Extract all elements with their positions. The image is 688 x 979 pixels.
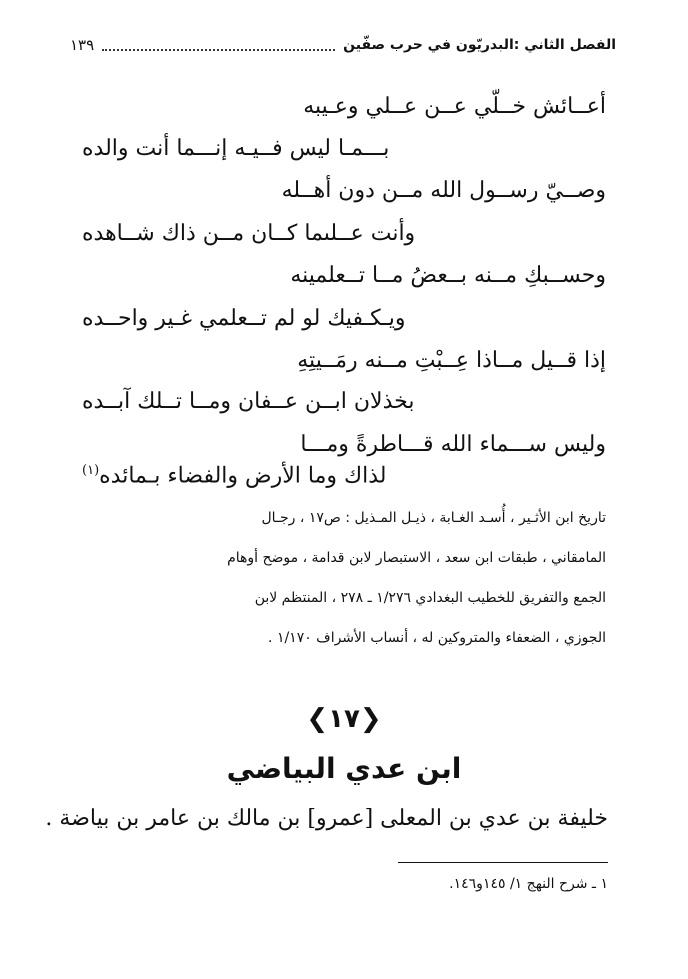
entry-lineage: خليفة بن عدي بن المعلى [عمرو] بن مالك بن عامر بن بياضة . — [45, 806, 608, 831]
ornament-right-icon: ❯ — [359, 704, 382, 734]
verse-line-7: إذا قــيل مــاذا عِــبْتِ مــنه رمَــيتِهِ — [297, 348, 606, 373]
ornament-left-icon: ❮ — [306, 704, 329, 734]
footnote-divider — [398, 862, 608, 863]
verse-line-5: وحســبكِ مــنه بــعضُ مــا تــعلمينه — [290, 263, 606, 288]
citation-line-2: المامقاني ، طبقات ابن سعد ، الاستبصار لابن قدامة ، موضح أوهام — [227, 550, 606, 566]
entry-number-text: ١٧ — [328, 704, 360, 734]
entry-heading: ابن عدي البياضي — [226, 752, 462, 785]
running-header — [70, 30, 616, 60]
footnote-marker: (١) — [82, 463, 100, 478]
verse-line-2: بـــمـا ليس فــيـه إنـــما أنت والده — [82, 136, 390, 161]
citation-block — [80, 498, 606, 658]
verse-line-3: وصــيّ رســول الله مــن دون أهــله — [281, 178, 606, 203]
page-number: ١٣٩ — [70, 36, 95, 54]
header-dot-leader — [102, 39, 335, 51]
verse-line-9: وليس ســـماء الله قـــاطرةً ومـــا — [300, 432, 606, 457]
verse-line-4: وأنت عــلىما كــان مــن ذاك شــاهده — [82, 221, 416, 246]
footnote: ١ ـ شرح النهج ١/ ١٤٥و١٤٦. — [449, 876, 608, 892]
citation-line-4: الجوزي ، الضعفاء والمتروكين له ، أنساب الأشراف ١/١٧٠ . — [268, 630, 606, 646]
verse-line-6: ويـكـفيك لو لم تــعلمي غـير واحــده — [82, 306, 406, 331]
verse-line-8: بخذلان ابــن عــفان ومــا تــلك آبــده — [82, 389, 415, 414]
verse-line-10-text: لذاك وما الأرض والفضاء بـمائده — [99, 463, 387, 489]
verse-line-1: أعــائش خــلّي عــن عــلي وعـيبه — [303, 94, 606, 119]
citation-line-3: الجمع والتفريق للخطيب البغدادي ١/٢٧٦ ـ ٢٧٨ ، المنتظم لابن — [254, 590, 606, 606]
citation-line-1: تاريخ ابن الأثـير ، أُسـد الغـابة ، ذيـل المـذيل : ص١٧ ، رجـال — [261, 510, 606, 526]
chapter-title: الفصل الثاني :البدريّون في حرب صفّين — [343, 37, 616, 53]
verse-line-10 — [82, 463, 386, 488]
entry-number — [0, 704, 688, 734]
